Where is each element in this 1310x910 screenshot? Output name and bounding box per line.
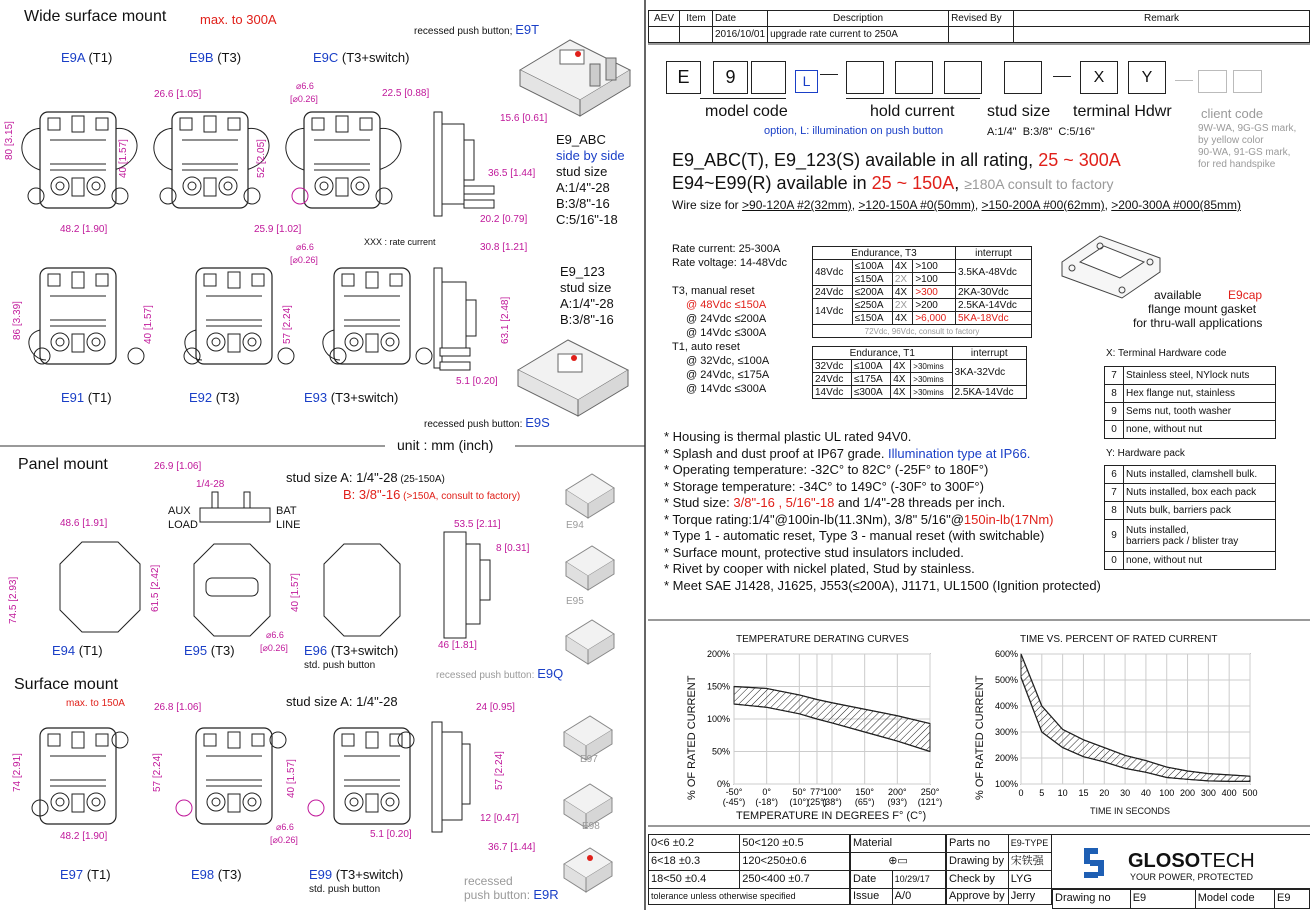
chart1-x-tick: 50° — [792, 787, 807, 797]
surface-max-rating: max. to 150A — [66, 698, 125, 709]
dim-wide-9: 36.5 [1.44] — [488, 168, 536, 179]
code-box-x: X — [1080, 61, 1118, 94]
y-hw-table: 6 Nuts installed, clamshell bulk. 7 Nuts installed, box each pack 8 Nuts bulk, barriers pack 9 Nuts installed, barriers pack / blister tray 0 none, without nut — [1104, 465, 1276, 570]
label-e94: E94 (T1) — [52, 643, 103, 658]
glosotech-wordmark: GLOSOTECH — [1128, 850, 1255, 872]
chart2-x-tick: 20 — [1099, 788, 1110, 798]
chart1-x-tick-c: (65°) — [854, 797, 875, 807]
label-hold-current: hold current — [870, 103, 955, 120]
s123-stud-block: E9_123 stud size A:1/4"-28 B:3/8"-16 — [560, 264, 614, 327]
rev-col-revised: Revised By — [949, 11, 1014, 27]
thumb-e95-label: E95 — [566, 596, 584, 607]
dim-surface-3: 74 [2.91] — [12, 753, 23, 792]
dim-panel-9: 53.5 [2.11] — [454, 519, 501, 530]
panel-stud-b: B: 3/8"-16 (>150A, consult to factory) — [343, 487, 521, 502]
chart2-x-tick: 300 — [1200, 788, 1216, 798]
dim-wide-20: 5.1 [0.20] — [456, 376, 498, 387]
dim-panel-6: 40 [1.57] — [290, 573, 301, 612]
dim-surface-8: [⌀0.26] — [270, 835, 298, 845]
dim-panel-4: 74.5 [2.93] — [8, 576, 19, 624]
gasket-line-3: for thru-wall applications — [1133, 316, 1263, 330]
chart2-y-tick: 100% — [994, 779, 1018, 789]
label-e9a: E9A (T1) — [61, 50, 113, 65]
dim-panel-11: 46 [1.81] — [438, 640, 477, 651]
dim-panel-8: [⌀0.26] — [260, 643, 288, 653]
chart2-y-tick: 400% — [994, 701, 1018, 711]
chart1-x-tick-c: (121°) — [917, 797, 943, 807]
surface-section-title: Surface mount — [14, 676, 119, 693]
endurance-t3-table: Endurance, T3 interrupt 48Vdc ≤100A 4X >100 3.5KA-48Vdc ≤150A 2X >100 24Vdc ≤200A 4X >300 2KA-30Vdc 14Vdc ≤250A 2X >200 2.5KA-14Vdc ≤150A 4X >6,000 5KA-18Vdc 72Vdc, 96Vdc, consult to factory — [812, 246, 1032, 338]
avail-line-1: E9_ABC(T), E9_123(S) available in all rating, 25 ~ 300A — [672, 150, 1121, 170]
chart1-x-tick-c: (10°) — [789, 797, 810, 807]
dim-wide-6: 80 [3.15] — [4, 121, 15, 160]
material-block: Material ⊕▭ Date 10/29/17 Issue A/0 — [850, 834, 946, 905]
tolerance-table: 0<6 ±0.2 50<120 ±0.5 6<18 ±0.3 120<250±0.6 18<50 ±0.4 250<400 ±0.7 tolerance unless otherwise specified — [648, 834, 850, 905]
label-e9b: E9B (T3) — [189, 50, 242, 65]
chart2-x-tick: 0 — [1018, 788, 1024, 798]
endurance-t1-table: Endurance, T1 interrupt 32Vdc ≤100A 4X >30mins 3KA-32Vdc 24Vdc ≤175A 4X >30mins 14Vdc ≤300A 4X >30mins 2.5KA-14Vdc — [812, 346, 1027, 399]
code-box-1: E — [666, 61, 701, 94]
dim-surface-2: 24 [0.95] — [476, 702, 515, 713]
gasket-line-2: flange mount gasket — [1148, 302, 1257, 316]
dim-wide-5: 15.6 [0.61] — [500, 113, 548, 124]
chart2-x-tick: 5 — [1039, 788, 1045, 798]
x-hw-table: 7 Stainless steel, NYlock nuts 8 Hex flange nut, stainless 9 Sems nut, tooth washer 0 none, without nut — [1104, 366, 1276, 439]
dim-surface-7: ⌀6.6 — [276, 822, 294, 832]
rev-col-date: Date — [713, 11, 768, 27]
rev-col-item: Item — [680, 11, 713, 27]
dim-wide-15: 30.8 [1.21] — [480, 242, 528, 253]
chart1-x-tick: 150° — [855, 787, 874, 797]
panel-std-push: std. push button — [304, 660, 376, 671]
surface-stud: stud size A: 1/4"-28 — [286, 694, 398, 709]
chart2-x-tick: 500 — [1242, 788, 1258, 798]
thumb-e97-label: E97 — [580, 754, 598, 765]
chart1-y-tick: 100% — [706, 714, 730, 724]
wire-size: Wire size for >90-120A #2(32mm), >120-150A #0(50mm), >150-200A #00(62mm), >200-300A #000(85mm) — [672, 198, 1241, 212]
recessed-e9s-label: recessed push button: E9S — [424, 415, 550, 430]
chart2-xlabel: TIME IN SECONDS — [1090, 806, 1171, 816]
chart2-title: TIME VS. PERCENT OF RATED CURRENT — [1020, 634, 1218, 645]
dim-panel-7: ⌀6.6 — [266, 630, 284, 640]
chart2-x-tick: 30 — [1120, 788, 1131, 798]
dim-wide-10: 48.2 [1.90] — [60, 224, 108, 235]
chart1-y-tick: 200% — [706, 649, 730, 659]
dim-wide-8: 52 [2.05] — [256, 139, 267, 178]
chart1-x-tick-c: (38°) — [822, 797, 842, 807]
glosotech-slogan: YOUR POWER, PROTECTED — [1130, 872, 1254, 882]
rev-col-desc: Description — [768, 11, 949, 27]
xxx-note: XXX : rate current — [364, 237, 436, 247]
rev-col-aev: AEV — [649, 11, 680, 27]
dim-panel-1: 26.9 [1.06] — [154, 461, 202, 472]
client-code-notes: 9W-WA, 9G-GS mark, by yellow color 90-WA, 91-GS mark, for red handspike — [1198, 123, 1297, 170]
abc-stud-block: E9_ABC side by side stud size A:1/4"-28 B:3/8"-16 C:5/16"-18 — [556, 132, 625, 227]
code-box-2: 9 — [713, 61, 748, 94]
chart1-x-tick: 77° — [810, 787, 824, 797]
panel-stud-a: stud size A: 1/4"-28 (25-150A) — [286, 470, 445, 485]
chart2-x-tick: 40 — [1140, 788, 1151, 798]
dim-wide-19: 63.1 [2.48] — [500, 296, 511, 344]
surface-std-push: std. push button — [309, 884, 381, 895]
chart2-y-tick: 300% — [994, 727, 1018, 737]
option-note: option, L: illumination on push button — [764, 125, 944, 137]
dim-surface-5: 40 [1.57] — [286, 759, 297, 798]
dim-wide-3: [⌀0.26] — [290, 94, 318, 104]
dim-wide-14: [⌀0.26] — [290, 255, 318, 265]
chart1-x-tick: 100° — [822, 787, 842, 797]
rev-row-desc: upgrade rate current to 250A — [768, 27, 949, 43]
rev-row-date: 2016/10/01 — [713, 27, 768, 43]
chart1-y-tick: 150% — [706, 681, 730, 692]
dim-wide-13: ⌀6.6 — [296, 242, 314, 252]
rating-block: Rate current: 25-300A Rate voltage: 14-48Vdc T3, manual reset @ 48Vdc ≤150A @ 24Vdc ≤200A @ 14Vdc ≤300A T1, auto reset @ 32Vdc, ≤100A @ 24Vdc, ≤175A @ 14Vdc ≤300A — [672, 243, 787, 395]
dim-wide-12: 20.2 [0.79] — [480, 214, 528, 225]
label-e93: E93 (T3+switch) — [304, 390, 399, 405]
y-hw-title: Y: Hardware pack — [1106, 448, 1185, 459]
dim-surface-12: 36.7 [1.44] — [488, 842, 536, 853]
chart1-x-tick: 250° — [920, 787, 940, 797]
label-e91: E91 (T1) — [61, 390, 112, 405]
dim-wide-2: ⌀6.6 — [296, 81, 314, 91]
drawing-no-block: Drawing no E9 Model code E9 — [1052, 888, 1310, 909]
avail-line-2: E94~E99(R) available in 25 ~ 150A, ≥180A consult to factory — [672, 173, 1114, 193]
chart2-y-tick: 500% — [994, 675, 1018, 685]
code-box-y: Y — [1128, 61, 1166, 94]
dim-wide-4: 22.5 [0.88] — [382, 88, 430, 99]
chart2-x-tick: 15 — [1078, 788, 1089, 798]
label-e99: E99 (T3+switch) — [309, 867, 404, 882]
label-e95: E95 (T3) — [184, 643, 235, 658]
label-stud-size: stud size — [987, 103, 1051, 120]
label-e97: E97 (T1) — [60, 867, 111, 882]
wide-section-title: Wide surface mount — [24, 8, 167, 25]
stud-options: A:1/4" B:3/8" C:5/16" — [987, 126, 1095, 138]
recessed-e9t-label: recessed push button; E9T — [414, 22, 540, 37]
chart1-x-tick-c: (-45°) — [722, 797, 746, 807]
panel-section-title: Panel mount — [18, 456, 108, 473]
chart1-x-tick-c: (25°) — [807, 797, 827, 807]
chart2-y-tick: 600% — [994, 649, 1018, 659]
dim-surface-10: 48.2 [1.90] — [60, 831, 108, 842]
dim-surface-6: 57 [2.24] — [494, 751, 505, 790]
dim-wide-17: 40 [1.57] — [143, 305, 154, 344]
recessed-e9q-label: recessed push button: E9Q — [436, 666, 564, 681]
approval-block: Parts no E9-TYPE Drawing by 宋铁强 Check by LYG Approve by Jerry — [946, 834, 1052, 905]
spec-notes: * Housing is thermal plastic UL rated 94V0. * Splash and dust proof at IP67 grade. Illumination type at IP66. * Operating temperature: -32C° to 82C° (-25F° to 180F°) * Storage temperature: -34C° to 149C° (-30F° to 300F°) * Stud size: 3/8"-16 , 5/16"-18 and 1/4"-28 threads per inch. * Torque rating:1/4"@100in-lb(11.3Nm), 3/8" 5/16"@150in-lb(17Nm) * Type 1 - automatic reset, Type 3 - manual reset (with switchable) * Surface mount, protective stud insulators included. * Rivet by cooper with nickel plated, Stud by stainless. * Meet SAE J1428, J1625, J553(≤200A), J1171, UL1500 (Ignition protected) — [664, 429, 1101, 593]
wide-max-rating: max. to 300A — [200, 12, 277, 27]
recessed-e9r-label: recessed push button: E9R — [464, 874, 559, 902]
dim-panel-2: 1/4-28 — [196, 479, 225, 490]
label-model-code: model code — [705, 103, 788, 120]
chart1-title: TEMPERATURE DERATING CURVES — [736, 634, 909, 645]
dim-panel-10: 8 [0.31] — [496, 543, 530, 554]
label-terminal-hdwr: terminal Hdwr — [1073, 103, 1172, 120]
chart1-x-tick: -50° — [725, 787, 743, 797]
thumb-e98-label: E98 — [582, 821, 600, 832]
chart1-x-tick: 0° — [762, 787, 771, 797]
chart2-ylabel: % OF RATED CURRENT — [974, 675, 986, 800]
label-e9c: E9C (T3+switch) — [313, 50, 410, 65]
dim-wide-18: 57 [2.24] — [282, 305, 293, 344]
dim-panel-5: 61.5 [2.42] — [150, 564, 161, 612]
chart1-ylabel: % OF RATED CURRENT — [686, 675, 698, 800]
chart2-x-tick: 200 — [1180, 788, 1196, 798]
dim-surface-11: 5.1 [0.20] — [370, 829, 412, 840]
projection-symbol: ⊕▭ — [851, 853, 946, 871]
thumb-e94-label: E94 — [566, 520, 584, 531]
dim-panel-3: 48.6 [1.91] — [60, 518, 108, 529]
dim-wide-7: 40 [1.57] — [118, 139, 129, 178]
dim-wide-1: 26.6 [1.05] — [154, 89, 202, 100]
gasket-available: available E9cap — [1154, 288, 1263, 302]
chart2-x-tick: 10 — [1057, 788, 1068, 798]
dim-wide-11: 25.9 [1.02] — [254, 224, 302, 235]
label-e92: E92 (T3) — [189, 390, 240, 405]
label-client-code: client code — [1201, 106, 1264, 121]
chart1-xlabel: TEMPERATURE IN DEGREES F° (C°) — [736, 810, 927, 822]
unit-label: unit : mm (inch) — [397, 437, 494, 453]
dim-surface-9: 12 [0.47] — [480, 813, 519, 824]
chart1-y-tick: 50% — [711, 746, 730, 757]
dim-surface-1: 26.8 [1.06] — [154, 702, 202, 713]
chart2-x-tick: 400 — [1221, 788, 1237, 798]
chart2-x-tick: 100 — [1159, 788, 1175, 798]
x-hw-title: X: Terminal Hardware code — [1106, 348, 1227, 359]
chart1-x-tick: 200° — [888, 787, 907, 797]
code-box-option: L — [795, 70, 818, 93]
label-e96: E96 (T3+switch) — [304, 643, 399, 658]
chart1-y-tick: 0% — [716, 779, 730, 789]
chart2-y-tick: 200% — [994, 753, 1018, 763]
rev-col-remark: Remark — [1014, 11, 1310, 27]
panel-bat-line: BAT LINE — [276, 505, 301, 531]
panel-aux-load: AUX LOAD — [168, 505, 198, 531]
chart1-x-tick-c: (93°) — [887, 797, 908, 807]
chart1-x-tick-c: (-18°) — [755, 797, 778, 807]
dim-surface-4: 57 [2.24] — [152, 753, 163, 792]
dim-wide-16: 86 [3.39] — [12, 301, 23, 340]
label-e98: E98 (T3) — [191, 867, 242, 882]
